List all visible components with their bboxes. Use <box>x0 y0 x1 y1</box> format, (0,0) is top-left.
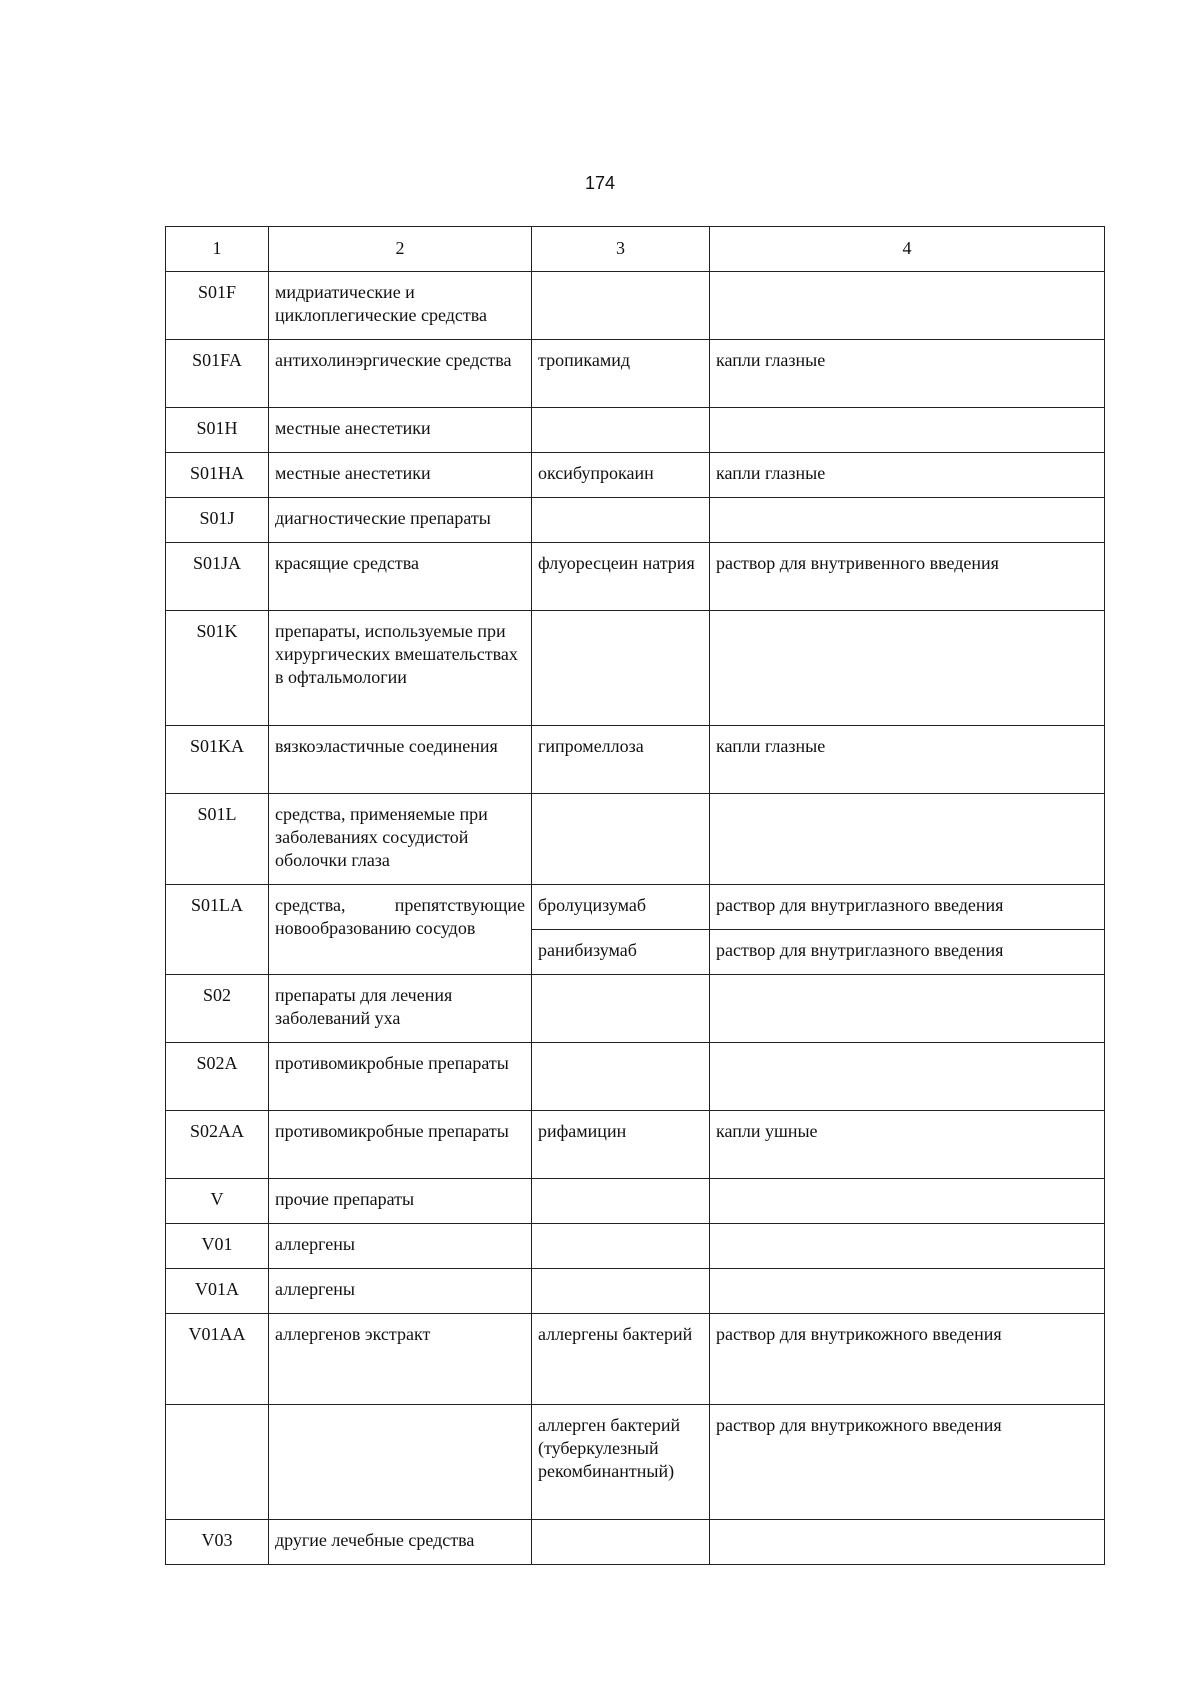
drug-name: аллерген бактерий (туберкулезный рекомбинантный) <box>532 1405 710 1520</box>
table-row <box>166 272 1105 340</box>
atc-code: V <box>166 1179 269 1224</box>
table-row <box>166 340 1105 408</box>
table-row <box>166 975 1105 1043</box>
dosage-form: раствор для внутрикожного введения <box>710 1314 1105 1405</box>
group-name: другие лечебные средства <box>269 1520 532 1565</box>
drug-name <box>532 272 710 340</box>
drug-name <box>532 1269 710 1314</box>
dosage-form <box>710 1520 1105 1565</box>
atc-code: S02AA <box>166 1111 269 1179</box>
group-name: аллергенов экстракт <box>269 1314 532 1405</box>
dosage-form <box>710 272 1105 340</box>
table-row <box>166 453 1105 498</box>
page-number: 174 <box>584 173 616 193</box>
dosage-form: капли глазные <box>710 453 1105 498</box>
atc-code: S01K <box>166 611 269 726</box>
group-name: местные анестетики <box>269 453 532 498</box>
table-row <box>166 1520 1105 1565</box>
drug-name <box>532 611 710 726</box>
dosage-form: раствор для внутриглазного введения <box>710 885 1105 930</box>
drug-name <box>532 1520 710 1565</box>
atc-code: S01L <box>166 794 269 885</box>
drug-name: бролуцизумаб <box>532 885 710 930</box>
drug-name: гипромеллоза <box>532 726 710 794</box>
table-row <box>166 726 1105 794</box>
atc-code: V01 <box>166 1224 269 1269</box>
dosage-form <box>710 1179 1105 1224</box>
drug-name <box>532 1179 710 1224</box>
header-cell: 3 <box>532 227 710 272</box>
atc-code: S01KA <box>166 726 269 794</box>
group-name: мидриатические и циклоплегические средства <box>269 272 532 340</box>
dosage-form: капли глазные <box>710 726 1105 794</box>
dosage-form <box>710 611 1105 726</box>
group-name: местные анестетики <box>269 408 532 453</box>
table-header-row <box>166 227 1105 272</box>
table-row <box>166 1043 1105 1111</box>
group-name: средства, применяемые при заболеваниях сосудистой оболочки глаза <box>269 794 532 885</box>
group-name: противомикробные препараты <box>269 1043 532 1111</box>
atc-code: S01FA <box>166 340 269 408</box>
drug-name <box>532 408 710 453</box>
drug-name: оксибупрокаин <box>532 453 710 498</box>
group-name: вязкоэластичные соединения <box>269 726 532 794</box>
group-name: красящие средства <box>269 543 532 611</box>
drug-name <box>532 1043 710 1111</box>
atc-code: S02 <box>166 975 269 1043</box>
dosage-form <box>710 1269 1105 1314</box>
atc-code: S01LA <box>166 885 269 975</box>
drug-name <box>532 975 710 1043</box>
dosage-form <box>710 408 1105 453</box>
dosage-form <box>710 975 1105 1043</box>
group-name: средства, препятствующие новообразованию сосудов <box>269 885 532 975</box>
drug-name: аллергены бактерий <box>532 1314 710 1405</box>
dosage-form <box>710 1224 1105 1269</box>
table-row <box>166 1405 1105 1520</box>
drug-name <box>532 1224 710 1269</box>
dosage-form: раствор для внутривенного введения <box>710 543 1105 611</box>
table-row <box>166 498 1105 543</box>
atc-code: S01H <box>166 408 269 453</box>
atc-code: S01JA <box>166 543 269 611</box>
header-cell: 2 <box>269 227 532 272</box>
group-name: препараты, используемые при хирургических вмешательствах в офтальмологии <box>269 611 532 726</box>
group-name: прочие препараты <box>269 1179 532 1224</box>
group-name <box>269 1405 532 1520</box>
table-row <box>166 408 1105 453</box>
dosage-form: капли ушные <box>710 1111 1105 1179</box>
dosage-form <box>710 794 1105 885</box>
drug-name: рифамицин <box>532 1111 710 1179</box>
atc-code: S01J <box>166 498 269 543</box>
drug-name: тропикамид <box>532 340 710 408</box>
table-row <box>166 1111 1105 1179</box>
table-row <box>166 794 1105 885</box>
group-name: аллергены <box>269 1224 532 1269</box>
table-row <box>166 1179 1105 1224</box>
atc-code: S01HA <box>166 453 269 498</box>
group-name: аллергены <box>269 1269 532 1314</box>
group-name: антихолинэргические средства <box>269 340 532 408</box>
table-row <box>166 1314 1105 1405</box>
atc-code <box>166 1405 269 1520</box>
dosage-form: раствор для внутриглазного введения <box>710 930 1105 975</box>
table-row <box>166 885 1105 930</box>
atc-code: V03 <box>166 1520 269 1565</box>
group-name: противомикробные препараты <box>269 1111 532 1179</box>
drug-name: ранибизумаб <box>532 930 710 975</box>
table-row <box>166 611 1105 726</box>
group-name: препараты для лечения заболеваний уха <box>269 975 532 1043</box>
drug-name: флуоресцеин натрия <box>532 543 710 611</box>
table-row <box>166 1269 1105 1314</box>
dosage-form: капли глазные <box>710 340 1105 408</box>
table-row <box>166 1224 1105 1269</box>
atc-code: V01AA <box>166 1314 269 1405</box>
dosage-form <box>710 498 1105 543</box>
dosage-form <box>710 1043 1105 1111</box>
drug-name <box>532 794 710 885</box>
dosage-form: раствор для внутрикожного введения <box>710 1405 1105 1520</box>
table-row <box>166 543 1105 611</box>
group-name: диагностические препараты <box>269 498 532 543</box>
header-cell: 1 <box>166 227 269 272</box>
atc-code: S02A <box>166 1043 269 1111</box>
header-cell: 4 <box>710 227 1105 272</box>
atc-code: S01F <box>166 272 269 340</box>
drug-name <box>532 498 710 543</box>
atc-code: V01A <box>166 1269 269 1314</box>
drug-table <box>165 226 1105 1565</box>
